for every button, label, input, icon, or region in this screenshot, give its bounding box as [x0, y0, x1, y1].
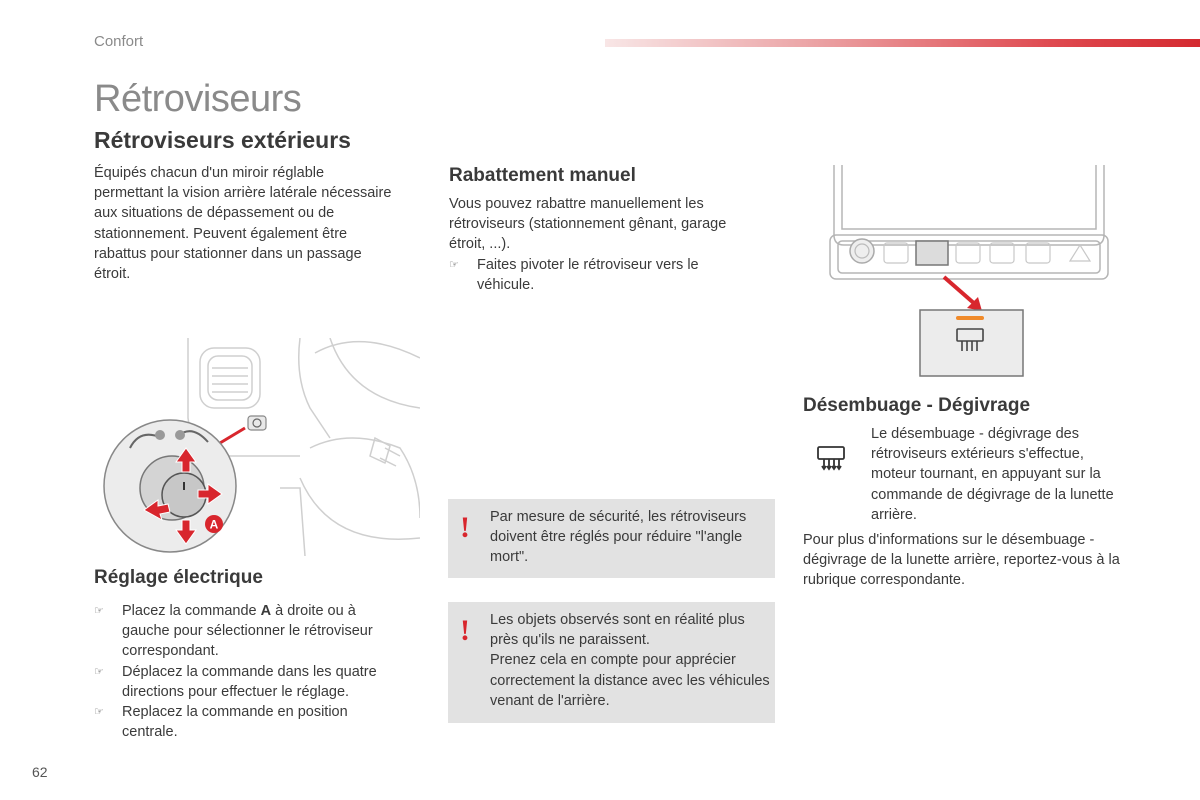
warning-exclamation-icon: !: [460, 511, 470, 544]
electric-steps-list: [94, 601, 404, 742]
exterior-intro: Équipés chacun d'un miroir réglable permettant la vision arrière latérale nécessaire aux situations de dépassement ou de stationnement. Peuvent également être rabattus pour stationner dans un passage étroit.: [94, 165, 392, 283]
header-accent-bar: [605, 39, 1200, 47]
pointing-hand-icon: ☞: [94, 605, 104, 617]
defrost-indicator-light: [956, 316, 984, 320]
rear-defrost-icon: [814, 444, 848, 472]
heading-electric-adjustment: Réglage électrique: [94, 567, 263, 588]
center-console-illustration: [826, 165, 1111, 380]
demist-text: Le désembuage - dégivrage des rétroviseurs extérieurs s'effectue, moteur tournant, en appuyant sur la commande de dégivrage de la lunette arrière.: [871, 426, 1114, 523]
safety-warning-box: [448, 499, 775, 578]
demist-more-text: Pour plus d'informations sur le désembuage - dégivrage de la lunette arrière, reportez-vous à la rubrique correspondante.: [803, 532, 1120, 589]
page-title: Rétroviseurs: [94, 78, 302, 120]
list-item: ☞ Placez la commande A à droite ou à gauche pour sélectionner le rétroviseur correspondant.: [94, 603, 373, 660]
demist-description: [871, 424, 1131, 525]
manual-steps-list: [449, 255, 749, 295]
pointing-hand-icon: ☞: [94, 706, 104, 719]
heading-exterior-mirrors: Rétroviseurs extérieurs: [94, 127, 351, 153]
warning-exclamation-icon: !: [460, 614, 470, 647]
exterior-intro-text: [94, 163, 394, 284]
pointing-hand-icon: ☞: [449, 258, 459, 271]
pointing-hand-icon: ☞: [94, 665, 104, 678]
list-item: ☞ Déplacez la commande dans les quatre directions pour effectuer le réglage.: [94, 663, 377, 700]
callout-label-a: A: [209, 517, 219, 532]
manual-folding-text: [449, 194, 749, 295]
distance-warning-box: [448, 602, 775, 723]
manual-folding-intro: Vous pouvez rabattre manuellement les rétroviseurs (stationnement gênant, garage étroit, ...).: [449, 196, 727, 253]
mirror-control-illustration: [100, 338, 420, 556]
highlighted-defrost-button: [916, 241, 948, 265]
demist-more-info: [803, 530, 1133, 591]
heading-demisting: Désembuage - Dégivrage: [803, 395, 1031, 416]
list-item: ☞ Faites pivoter le rétroviseur vers le véhicule.: [449, 256, 699, 293]
page-number: 62: [32, 764, 48, 780]
panel-control-icon: [248, 416, 266, 430]
warning-text: Les objets observés sont en réalité plus près qu'ils ne paraissent. Prenez cela en compte pour apprécier correctement la distance avec les véhicules venant de l'arrière.: [490, 612, 770, 709]
list-item: ☞ Replacez la commande en position centrale.: [94, 704, 348, 741]
heading-manual-folding: Rabattement manuel: [449, 165, 636, 186]
warning-text: Par mesure de sécurité, les rétroviseurs doivent être réglés pour réduire "l'angle mort".: [490, 509, 747, 566]
section-label: Confort: [94, 33, 144, 50]
